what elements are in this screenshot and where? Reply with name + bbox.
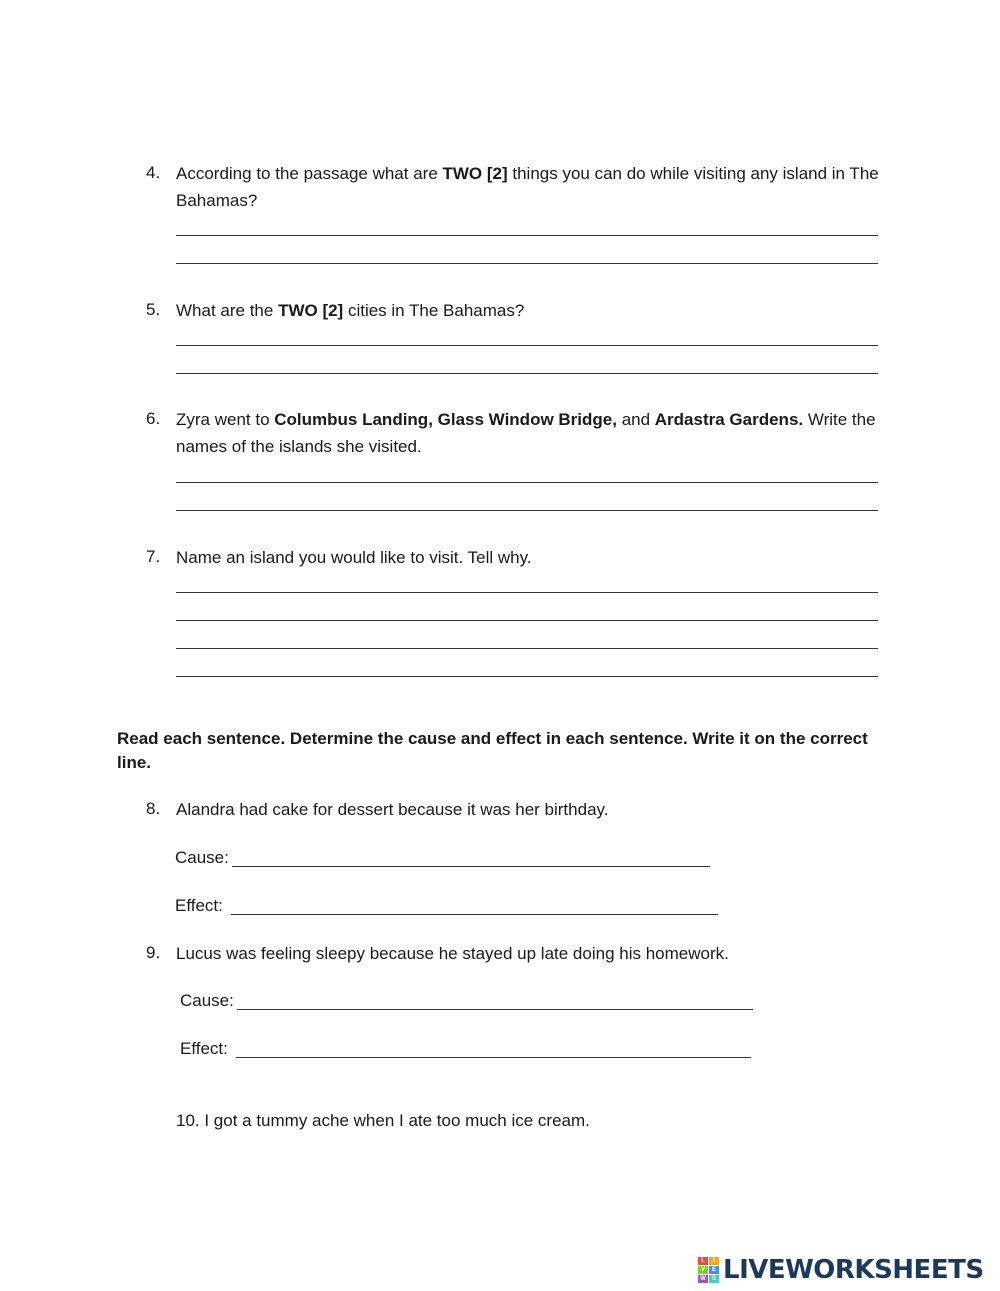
question-10-text: 10. I got a tummy ache when I ate too much ice cream. [176, 1111, 590, 1130]
effect-label: Effect: [175, 896, 223, 915]
question-8-number: 8. [146, 799, 161, 818]
effect-answer-line[interactable] [236, 1057, 751, 1058]
section-instruction: Read each sentence. Determine the cause and effect in each sentence. Write it on the correct line. [117, 729, 868, 772]
liveworksheets-logo-icon: L I V E W S [698, 1257, 719, 1283]
liveworksheets-logo [698, 1257, 984, 1283]
question-7-number: 7. [146, 547, 161, 566]
question-6-number: 6. [146, 409, 161, 428]
question-9-number: 9. [146, 943, 161, 962]
question-4-text: According to the passage what are TWO [2] things you can do while visiting any island in The Bahamas? [176, 164, 879, 210]
question-4-number: 4. [146, 163, 161, 182]
cause-label: Cause: [175, 848, 229, 867]
question-8-text: Alandra had cake for dessert because it was her birthday. [176, 800, 609, 819]
question-9-text: Lucus was feeling sleepy because he stayed up late doing his homework. [176, 944, 729, 963]
answer-line[interactable] [176, 676, 878, 677]
answer-line[interactable] [176, 510, 878, 511]
liveworksheets-logo-text: LIVEWORKSHEETS [723, 1255, 984, 1285]
cause-answer-line[interactable] [237, 1009, 753, 1010]
question-5-number: 5. [146, 300, 161, 319]
question-7-text: Name an island you would like to visit. Tell why. [176, 548, 532, 567]
answer-line[interactable] [176, 373, 878, 374]
cause-answer-line[interactable] [232, 866, 710, 867]
question-6-text: Zyra went to Columbus Landing, Glass Window Bridge, and Ardastra Gardens. Write the names of the islands she visited. [176, 410, 876, 456]
effect-label: Effect: [180, 1039, 228, 1058]
cause-label: Cause: [180, 991, 234, 1010]
answer-line[interactable] [176, 345, 878, 346]
effect-answer-line[interactable] [231, 914, 718, 915]
answer-line[interactable] [176, 235, 878, 236]
answer-line[interactable] [176, 263, 878, 264]
answer-line[interactable] [176, 620, 878, 621]
answer-line[interactable] [176, 482, 878, 483]
answer-line[interactable] [176, 592, 878, 593]
question-5-text: What are the TWO [2] cities in The Bahamas? [176, 301, 525, 320]
answer-line[interactable] [176, 648, 878, 649]
